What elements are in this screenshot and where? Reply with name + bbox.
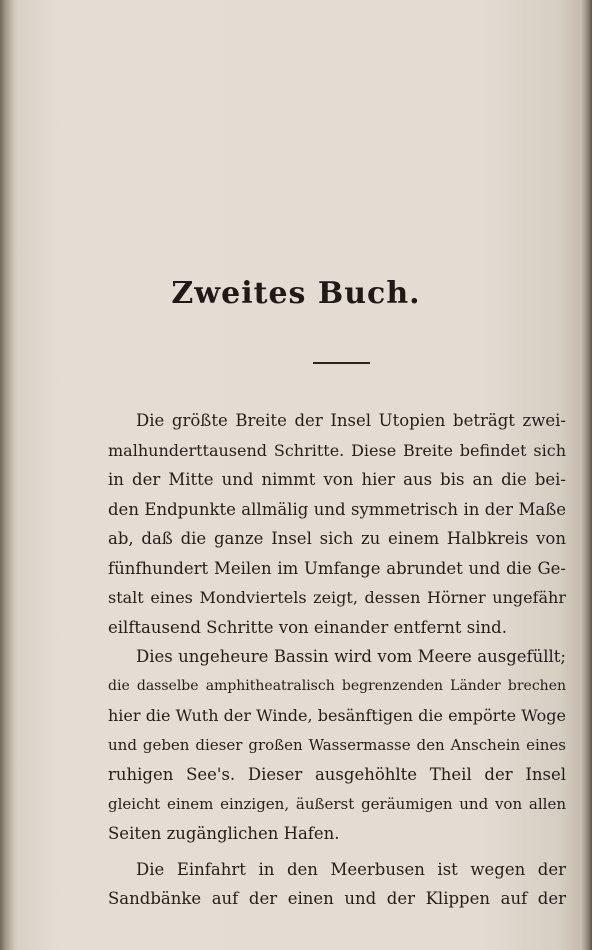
text-line: Seiten zugänglichen Hafen.: [108, 824, 340, 843]
page-edge: [580, 0, 592, 950]
paragraph-1: [108, 406, 566, 642]
text-line: in der Mitte und nimmt von hier aus bis an die bei-: [108, 470, 566, 489]
text-line: ruhigen See's. Dieser ausgehöhlte Theil der Insel: [108, 765, 566, 784]
text-line: den Endpunkte allmälig und symmetrisch in der Maße: [108, 499, 566, 519]
text-line: eilftausend Schritte von einander entfernt sind.: [108, 617, 507, 637]
text-line: Sandbänke auf der einen und der Klippen auf der: [108, 889, 566, 908]
text-line: fünfhundert Meilen im Umfange abrundet und die Ge-: [108, 558, 566, 578]
text-line: Dies ungeheure Bassin wird vom Meere ausgefüllt;: [136, 647, 566, 666]
text-line: die dasselbe amphitheatralisch begrenzenden Länder brechen: [108, 677, 566, 694]
text-line: hier die Wuth der Winde, besänftigen die empörte Woge: [108, 706, 566, 725]
paragraph-3: [108, 855, 566, 914]
text-line: gleicht einem einzigen, äußerst geräumigen und von allen: [108, 794, 566, 813]
chapter-heading: Zweites Buch.: [171, 276, 421, 311]
text-line: und geben dieser großen Wassermasse den Anschein eines: [108, 735, 566, 754]
text-line: ab, daß die ganze Insel sich zu einem Halbkreis von: [108, 529, 566, 548]
text-line: malhunderttausend Schritte. Diese Breite befindet sich: [108, 440, 566, 460]
text-line: stalt eines Mondviertels zeigt, dessen Hörner ungefähr: [108, 588, 566, 607]
text-line: Die größte Breite der Insel Utopien beträgt zwei-: [136, 411, 566, 430]
body-text: [108, 406, 566, 914]
text-line: Die Einfahrt in den Meerbusen ist wegen der: [136, 859, 566, 879]
page-binding: [0, 0, 14, 950]
heading-divider: [313, 362, 370, 364]
paragraph-2: [108, 642, 566, 849]
